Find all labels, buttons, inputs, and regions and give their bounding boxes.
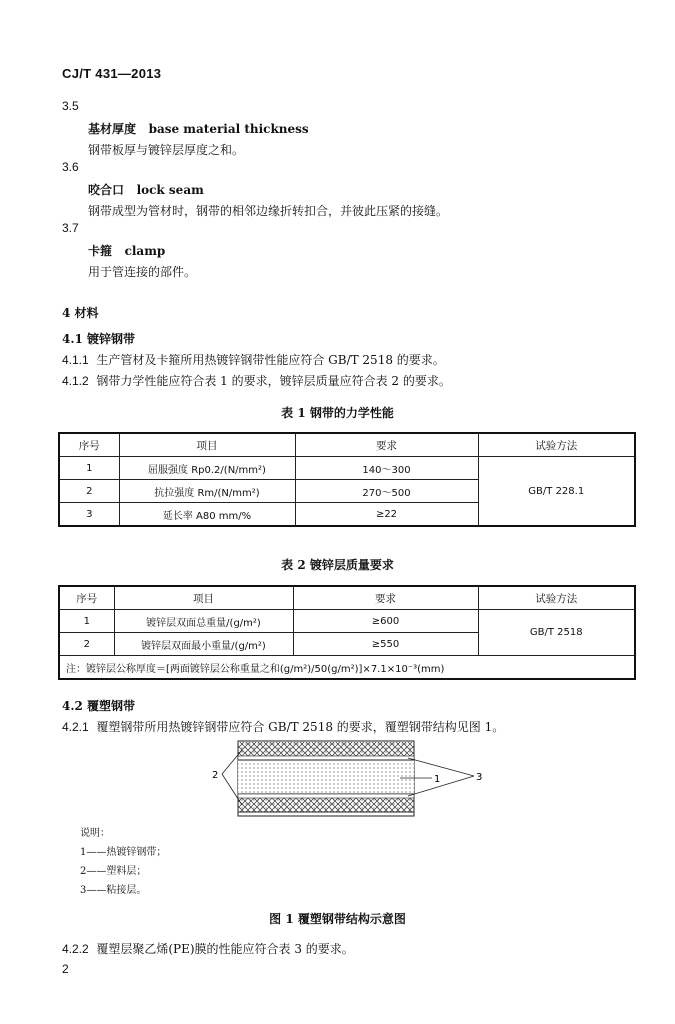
clause-paragraph [62, 718, 504, 735]
clause-paragraph [62, 940, 354, 957]
table-row [59, 457, 635, 480]
clause-paragraph [62, 372, 451, 389]
table-header-row [59, 433, 635, 457]
term-heading [88, 120, 309, 137]
cell-item: 镀锌层双面最小重量/(g/m²) [114, 633, 293, 656]
term-heading [88, 242, 165, 259]
cell-method: GB/T 2518 [478, 610, 635, 656]
header-cell: 要求 [295, 433, 478, 457]
term-zh: 卡箍 [88, 244, 113, 258]
clause-number: 3.5 [62, 99, 79, 113]
table-header-row [59, 586, 635, 610]
clause-paragraph [62, 351, 445, 368]
figure-caption: 图 1 覆塑钢带结构示意图 [269, 912, 406, 926]
legend-item: 2——塑料层； [80, 866, 147, 877]
table-2 [58, 585, 636, 680]
clause-number: 4.2.2 [62, 942, 89, 956]
section-heading: 4 材料 [62, 306, 99, 320]
term-definition: 钢带成型为管材时，钢带的相邻边缘折转扣合，并彼此压紧的接缝。 [88, 204, 449, 218]
figure-1-diagram [200, 738, 500, 820]
term-definition: 钢带板厚与镀锌层厚度之和。 [88, 143, 245, 157]
table-note: 注：镀锌层公称厚度＝[两面镀锌层公称重量之和(g/m²)/50(g/m²)]×7.1×10⁻³(mm) [59, 656, 635, 680]
cell-item: 屈服强度 Rp0.2/(N/mm²) [119, 457, 295, 480]
cell-req: 270～500 [295, 480, 478, 503]
cell-item: 延长率 A80 mm/% [119, 503, 295, 527]
plastic-layer-bottom [238, 798, 414, 812]
adhesive-layer-bottom [238, 794, 414, 798]
table-caption: 表 1 钢带的力学性能 [281, 406, 394, 420]
page-number: 2 [62, 962, 69, 976]
clause-text: 覆塑钢带所用热镀锌钢带应符合 GB/T 2518 的要求，覆塑钢带结构见图 1。 [96, 720, 505, 734]
label-1: 1 [434, 774, 441, 785]
term-definition: 用于管连接的部件。 [88, 265, 197, 279]
header-cell: 试验方法 [478, 433, 635, 457]
cell-no: 1 [59, 457, 119, 480]
cell-req: ≥550 [293, 633, 478, 656]
cell-no: 2 [59, 633, 114, 656]
adhesive-layer-top [238, 756, 414, 760]
table-note-row [59, 656, 635, 680]
cell-req: 140～300 [295, 457, 478, 480]
term-zh: 基材厚度 [88, 122, 137, 136]
table-caption: 表 2 镀锌层质量要求 [281, 558, 394, 572]
header-cell: 要求 [293, 586, 478, 610]
header-cell: 序号 [59, 433, 119, 457]
table-row [59, 610, 635, 633]
clause-number: 3.6 [62, 160, 79, 174]
standard-code: CJ/T 431—2013 [62, 66, 162, 81]
term-en: lock seam [136, 183, 204, 197]
subsection-heading: 4.2 覆塑钢带 [62, 699, 136, 713]
clause-number: 4.1.1 [62, 353, 89, 367]
header-cell: 序号 [59, 586, 114, 610]
legend-title: 说明： [80, 828, 110, 839]
header-cell: 项目 [119, 433, 295, 457]
clause-text: 覆塑层聚乙烯(PE)膜的性能应符合表 3 的要求。 [96, 942, 354, 956]
cell-req: ≥22 [295, 503, 478, 527]
cell-method: GB/T 228.1 [478, 457, 635, 527]
clause-number: 3.7 [62, 221, 79, 235]
plastic-layer-top [238, 742, 414, 756]
label-3: 3 [476, 772, 483, 783]
legend-item: 3——粘接层。 [80, 885, 147, 896]
clause-text: 钢带力学性能应符合表 1 的要求，镀锌层质量应符合表 2 的要求。 [96, 374, 451, 388]
header-cell: 项目 [114, 586, 293, 610]
legend-item: 1——热镀锌钢带； [80, 847, 167, 858]
clause-number: 4.1.2 [62, 374, 89, 388]
clause-number: 4.2.1 [62, 720, 89, 734]
label-2: 2 [212, 770, 219, 781]
header-cell: 试验方法 [478, 586, 635, 610]
cell-no: 1 [59, 610, 114, 633]
term-zh: 咬合口 [88, 183, 125, 197]
cell-no: 2 [59, 480, 119, 503]
cell-item: 镀锌层双面总重量/(g/m²) [114, 610, 293, 633]
term-en: clamp [124, 244, 166, 258]
table-1 [58, 432, 636, 527]
term-heading [88, 181, 204, 198]
steel-strip-core [238, 760, 414, 794]
cell-req: ≥600 [293, 610, 478, 633]
clause-text: 生产管材及卡箍所用热镀锌钢带性能应符合 GB/T 2518 的要求。 [96, 353, 445, 367]
cell-no: 3 [59, 503, 119, 527]
cell-item: 抗拉强度 Rm/(N/mm²) [119, 480, 295, 503]
term-en: base material thickness [148, 122, 309, 136]
subsection-heading: 4.1 镀锌钢带 [62, 332, 136, 346]
